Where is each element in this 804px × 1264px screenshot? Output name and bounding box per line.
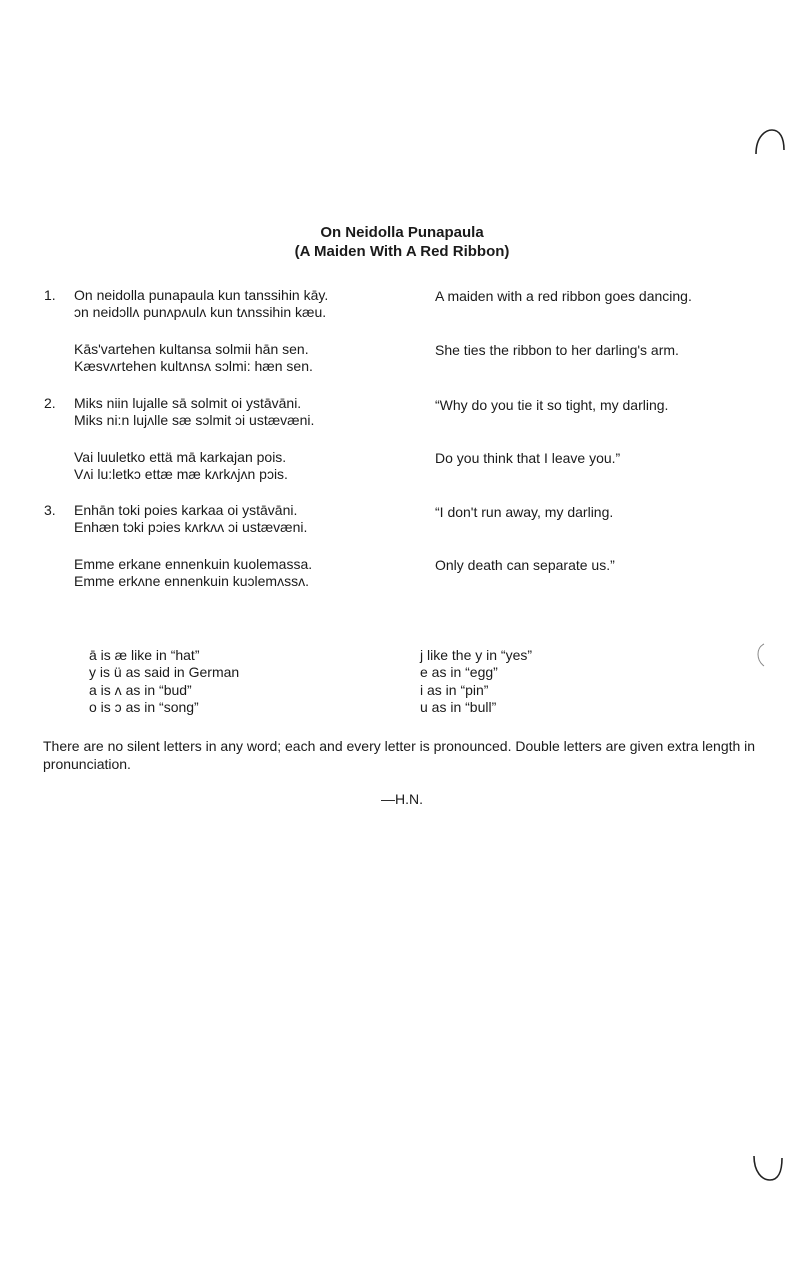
pronunciation-key-item: a is ʌ as in “bud” xyxy=(89,682,192,698)
finnish-line: Emme erkane ennenkuin kuolemassa. xyxy=(74,556,313,572)
finnish-line: On neidolla punapaula kun tanssihin kāy. xyxy=(74,287,329,303)
phonetic-line: Kæsvʌrtehen kultʌnsʌ sɔlmi: hæn sen. xyxy=(74,358,313,374)
pronunciation-note: There are no silent letters in any word; each and every letter is pronounced. Double letters are given extra length in pronunciation. xyxy=(43,738,756,772)
english-line: “Why do you tie it so tight, my darling. xyxy=(435,397,669,413)
verse-number: 1. xyxy=(44,287,56,303)
song-subtitle: (A Maiden With A Red Ribbon) xyxy=(294,243,510,260)
punch-hole-bottom-icon xyxy=(750,1154,786,1184)
phonetic-line: ɔn neidɔllʌ punʌpʌulʌ kun tʌnssihin kæu. xyxy=(74,304,327,320)
punch-hole-top-icon xyxy=(752,126,788,156)
verse-number: 2. xyxy=(44,395,56,411)
english-line: Do you think that I leave you.” xyxy=(435,450,621,466)
finnish-line: Enhān toki poies karkaa oi ystāvāni. xyxy=(74,502,298,518)
finnish-line: Miks niin lujalle sā solmit oi ystāvāni. xyxy=(74,395,302,411)
pronunciation-key-item: ā is æ like in “hat” xyxy=(89,647,200,663)
phonetic-line: Miks ni:n lujʌlle sæ sɔlmit ɔi ustævæni. xyxy=(74,412,315,428)
english-line: She ties the ribbon to her darling's arm. xyxy=(435,342,679,358)
english-line: A maiden with a red ribbon goes dancing. xyxy=(435,288,692,304)
author-signature: —H.N. xyxy=(381,791,423,807)
finnish-line: Kās'vartehen kultansa solmii hān sen. xyxy=(74,341,309,357)
pronunciation-key-item: i as in “pin” xyxy=(420,682,489,698)
verse-number: 3. xyxy=(44,502,56,518)
song-title: On Neidolla Punapaula xyxy=(320,224,484,241)
pronunciation-key-item: j like the y in “yes” xyxy=(420,647,533,663)
pronunciation-key-item: y is ü as said in German xyxy=(89,664,240,680)
phonetic-line: Vʌi lu:letkɔ ettæ mæ kʌrkʌjʌn pɔis. xyxy=(74,466,288,482)
pronunciation-key-item: e as in “egg” xyxy=(420,664,498,680)
english-line: Only death can separate us.” xyxy=(435,557,615,573)
finnish-line: Vai luuletko että mā karkajan pois. xyxy=(74,449,287,465)
pronunciation-key-item: u as in “bull” xyxy=(420,699,497,715)
pronunciation-key-item: o is ɔ as in “song” xyxy=(89,699,199,715)
phonetic-line: Enhæn tɔki pɔies kʌrkʌʌ ɔi ustævæni. xyxy=(74,519,308,535)
english-line: “I don't run away, my darling. xyxy=(435,504,614,520)
punch-hole-middle-icon xyxy=(752,640,782,670)
phonetic-line: Emme erkʌne ennenkuin kuɔlemʌssʌ. xyxy=(74,573,309,589)
